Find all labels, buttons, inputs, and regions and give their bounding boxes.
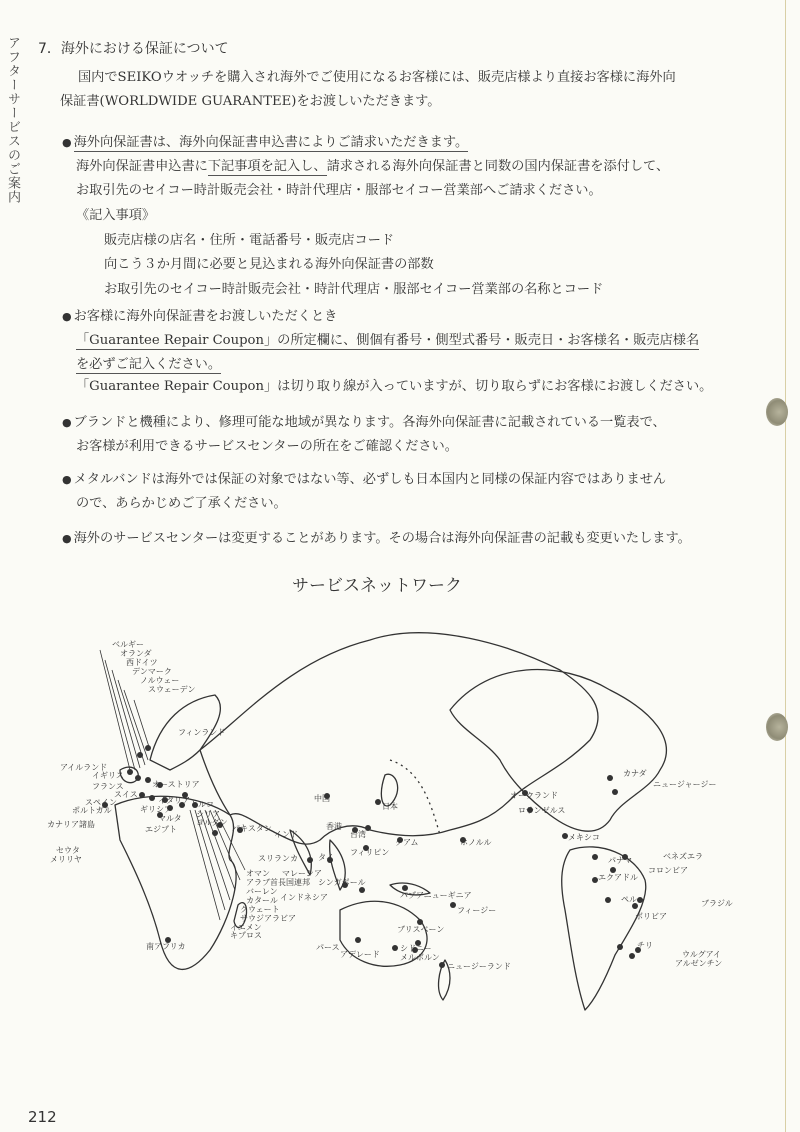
- bullet-2-line-2: [76, 328, 699, 353]
- map-label: 南アフリカ: [146, 942, 186, 951]
- bullet-icon: ●: [62, 136, 72, 149]
- map-label: チリ: [637, 941, 653, 950]
- map-label: ホノルル: [460, 838, 492, 847]
- map-label: 西ドイツ: [126, 658, 158, 667]
- section-title: 7．海外における保証について: [38, 41, 229, 57]
- map-label: メキシコ: [568, 833, 600, 842]
- bullet-icon: ●: [62, 532, 72, 545]
- map-label: シドニー: [400, 944, 432, 953]
- map-label: フィリピン: [350, 848, 390, 857]
- map-label: ニュージャージー: [653, 780, 717, 789]
- map-label: エクアドル: [598, 873, 638, 882]
- map-label: パナマ: [608, 856, 632, 865]
- bullet-icon: ●: [62, 310, 72, 323]
- underlined-text: 「Guarantee Repair Coupon」の所定欄に、側個有番号・側型式番号・販売日・お客様名・販売店様名: [76, 333, 700, 348]
- page-number: 212: [28, 1108, 57, 1126]
- map-label: トルコ: [190, 800, 214, 809]
- map-label: インド: [274, 830, 298, 839]
- map-label: ロサンゼルス: [518, 806, 566, 815]
- map-label: ニュージーランド: [447, 962, 511, 971]
- binder-hole-bottom: [766, 713, 788, 741]
- bullet-2: [62, 304, 337, 329]
- map-label: ギリシア: [140, 805, 172, 814]
- map-label: セウタ: [56, 846, 80, 855]
- map-label: 香港: [326, 822, 342, 831]
- side-tab-label: アフターサービスのご案内: [5, 36, 20, 204]
- map-label: アラブ首長国連邦: [246, 878, 310, 887]
- map-label: オークランド: [510, 791, 558, 800]
- map-label: 日本: [382, 802, 398, 811]
- map-label: イタリア: [158, 796, 190, 805]
- map-label: ボリビア: [635, 912, 667, 921]
- map-label: ペルー: [621, 895, 645, 904]
- map-label: エジプト: [145, 825, 177, 834]
- map-label: シンガポール: [318, 878, 366, 887]
- map-title: サービスネットワーク: [292, 576, 462, 596]
- map-label: イエメン: [230, 923, 262, 932]
- map-label: スリランカ: [258, 854, 298, 863]
- map-label: オマン: [246, 869, 270, 878]
- map-label: マレーシア: [282, 869, 322, 878]
- map-label: バーレン: [246, 887, 278, 896]
- map-label: 台湾: [350, 830, 366, 839]
- bullet-2-line-1: お客様に海外向保証書をお渡しいただくとき: [73, 309, 338, 324]
- bullet-1-line-3: お取引先のセイコー時計販売会社・時計代理店・服部セイコー営業部へご請求ください。: [76, 183, 602, 198]
- map-label: スイス: [114, 790, 138, 799]
- map-label: タイ: [318, 853, 334, 862]
- map-label: デンマーク: [132, 667, 172, 676]
- map-label: シリア: [196, 810, 220, 819]
- underlined-text: 下記事項を記入し、: [207, 159, 327, 174]
- binder-hole-top: [766, 398, 788, 426]
- bullet-3-line-1: ブランドと機種により、修理可能な地域が異なります。各海外向保証書に記載されている一覧表で、: [73, 415, 666, 430]
- map-label: ノルウェー: [140, 676, 180, 685]
- map-label: ポルトガル: [72, 806, 112, 815]
- map-label: スウェーデン: [148, 685, 196, 694]
- bullet-1-line-2: [76, 154, 669, 179]
- map-label: カナダ: [623, 769, 647, 778]
- page-edge: [785, 0, 786, 1132]
- bullet-5-line-1: 海外のサービスセンターは変更することがあります。その場合は海外向保証書の記載も変更いたします。: [73, 531, 691, 546]
- map-label: 中国: [314, 794, 330, 803]
- map-label: スペイン: [85, 798, 117, 807]
- map-label: インドネシア: [280, 893, 328, 902]
- map-label: キプロス: [230, 931, 262, 940]
- map-label: カタール: [246, 896, 278, 905]
- map-label: コロンビア: [648, 866, 688, 875]
- map-label: ベルギー: [112, 640, 144, 649]
- map-label: イギリス: [92, 771, 124, 780]
- map-label: カナリア諸島: [47, 820, 95, 829]
- map-label: ヨルダン: [196, 818, 228, 827]
- map-label: ブリスベーン: [397, 925, 445, 934]
- map-label: オーストリア: [152, 780, 200, 789]
- map-label: アデレード: [340, 950, 380, 959]
- items-heading: 《記入事項》: [76, 208, 156, 223]
- bullet-3-line-2: お客様が利用できるサービスセンターの所在をご確認ください。: [76, 439, 458, 454]
- bullet-5: [62, 526, 691, 551]
- map-label: ウルグアイ: [682, 950, 721, 959]
- text: 海外向保証書申込書に: [76, 159, 208, 174]
- bullet-1: [62, 130, 468, 155]
- map-label: フランス: [92, 782, 124, 791]
- bullet-4-line-2: ので、あらかじめご了承ください。: [76, 496, 287, 511]
- item-3: お取引先のセイコー時計販売会社・時計代理店・服部セイコー営業部の名称とコード: [104, 282, 604, 297]
- map-label: クウェート: [240, 905, 280, 914]
- map-label: メリリヤ: [50, 855, 82, 864]
- bullet-2-line-4: 「Guarantee Repair Coupon」は切り取り線が入っていますが、切り取らずにお客様にお渡しください。: [76, 379, 713, 394]
- map-label: メルボルン: [400, 953, 440, 962]
- bullet-4: [62, 467, 666, 492]
- map-label: フィージー: [457, 906, 497, 915]
- intro-line-2: 保証書(WORLDWIDE GUARANTEE)をお渡しいただきます。: [60, 94, 441, 109]
- bullet-3: [62, 410, 666, 435]
- bullet-icon: ●: [62, 416, 72, 429]
- text: 請求される海外向保証書と同数の国内保証書を添付して、: [326, 159, 670, 174]
- map-label: オランダ: [120, 649, 152, 658]
- map-label: グアム: [395, 838, 419, 847]
- intro-line-1: 国内でSEIKOウオッチを購入され海外でご使用になるお客様には、販売店様より直接お客様に海外向: [78, 70, 676, 85]
- map-label: パース: [316, 943, 340, 952]
- bullet-4-line-1: メタルバンドは海外では保証の対象ではない等、必ずしも日本国内と同様の保証内容ではありません: [73, 472, 667, 487]
- map-label: アイルランド: [60, 763, 108, 772]
- map-label: パキスタン: [232, 824, 272, 833]
- item-1: 販売店様の店名・住所・電話番号・販売店コード: [104, 233, 395, 248]
- map-label: サウジアラビア: [240, 914, 296, 923]
- bullet-1-line-1: 海外向保証書は、海外向保証書申込書によりご請求いただきます。: [73, 135, 469, 150]
- map-label: ベネズエラ: [663, 852, 703, 861]
- map-label: マルタ: [158, 814, 182, 823]
- map-label: アルゼンチン: [675, 959, 723, 968]
- bullet-icon: ●: [62, 473, 72, 486]
- item-2: 向こう３か月間に必要と見込まれる海外向保証書の部数: [104, 257, 434, 272]
- underlined-text: を必ずご記入ください。: [76, 357, 222, 372]
- map-label: パプアニューギニア: [400, 891, 472, 900]
- map-label: フィンランド: [178, 728, 226, 737]
- map-label: ブラジル: [701, 899, 733, 908]
